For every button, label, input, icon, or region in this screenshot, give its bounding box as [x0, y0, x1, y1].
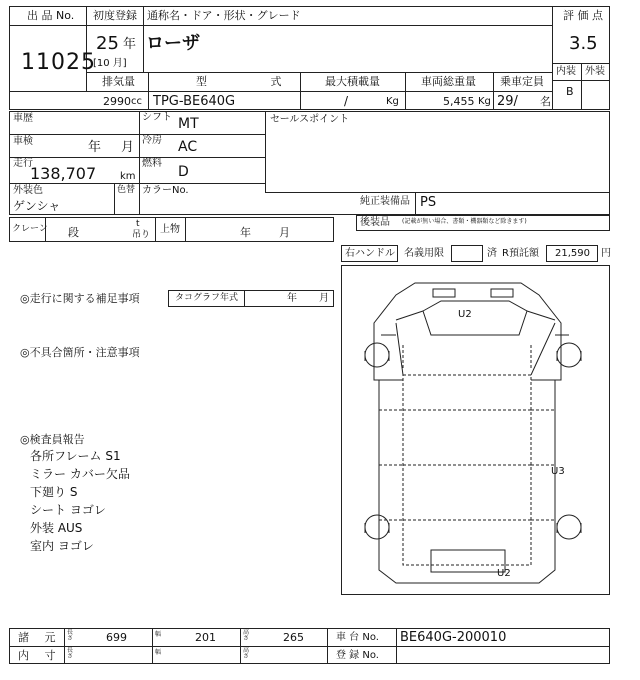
displacement-label: 排気量 — [102, 75, 135, 88]
recycle-amount: 21,590 — [555, 248, 590, 259]
inspection-year-unit: 年 — [88, 140, 102, 155]
wheel-rear-right — [557, 515, 581, 539]
roof-panel — [403, 375, 531, 565]
inspector-label: ◎検査員報告 — [20, 433, 85, 446]
footer-specs-label: 諸 元 — [18, 631, 62, 644]
inspector-line: 各所フレーム S1 — [30, 449, 121, 463]
tachograph-label: タコグラフ年式 — [175, 293, 239, 303]
length-value: 699 — [106, 631, 127, 644]
inspector-line: 外装 AUS — [30, 521, 83, 535]
rhd-label: 右ハンドル — [345, 248, 395, 259]
width-label: 幅 — [155, 631, 162, 638]
displacement-value: 2990 — [103, 95, 131, 108]
length-label: 長さ — [67, 629, 74, 642]
chassis-label: 車 台 No. — [336, 632, 379, 643]
max-load-value: / — [344, 94, 349, 108]
model-code: TPG-BE640G — [153, 94, 236, 109]
score: 3.5 — [569, 33, 598, 54]
yen-unit: 円 — [601, 248, 611, 259]
mileage-label: 走行 — [13, 158, 33, 169]
first-reg-month: [10 月] — [93, 58, 127, 69]
first-reg-year: 25 — [96, 33, 119, 54]
upper-year-unit: 年 — [240, 226, 251, 239]
driving-notes-label: ◎走行に関する補足事項 — [20, 292, 140, 305]
inspector-lines — [30, 447, 130, 555]
gross-weight-unit: Kg — [478, 96, 491, 107]
width-label-2: 幅 — [155, 649, 162, 656]
rear-window — [431, 550, 505, 572]
exterior-color-value: ゲンシャ — [13, 199, 61, 213]
height-label-2: 高さ — [243, 647, 250, 660]
recycle-label: R預託額 — [502, 248, 539, 259]
name-change-label: 名義用限 — [404, 248, 444, 259]
fuel-value: D — [178, 164, 189, 180]
height-label: 高さ — [243, 629, 250, 642]
interior-label: 内装 — [556, 66, 576, 77]
chassis-no: BE640G-200010 — [400, 630, 507, 645]
name-label: 通称名・ドア・形状・グレード — [147, 9, 301, 22]
exterior-color-label: 外装色 — [13, 185, 43, 196]
upper-month-unit: 月 — [279, 226, 290, 239]
damage-mark-side: U3 — [551, 466, 565, 477]
upper-label: 上物 — [160, 224, 180, 235]
height-value: 265 — [283, 631, 304, 644]
color-code-label: カラーNo. — [142, 185, 189, 196]
mileage-unit: km — [120, 171, 136, 182]
wheel-rear-left — [365, 515, 389, 539]
wheel-front-left — [365, 343, 389, 367]
inspector-line: シート ヨゴレ — [30, 503, 106, 517]
crane-ton-unit: t — [136, 219, 140, 229]
shift-value: MT — [178, 116, 199, 132]
car-name: ローザ — [146, 33, 200, 54]
inspector-line: ミラー カバー欠品 — [30, 467, 130, 481]
ac-value: AC — [178, 139, 198, 155]
lot-label: 出 品 No. — [27, 9, 75, 22]
sales-point-label: セールスポイント — [270, 114, 350, 125]
defects-label: ◎不具合箇所・注意事項 — [20, 346, 140, 359]
capacity-label: 乗車定員 — [500, 75, 544, 88]
footer-dims-label: 内 寸 — [18, 649, 62, 662]
inspector-line: 室内 ヨゴレ — [30, 539, 94, 553]
max-load-label: 最大積載量 — [325, 75, 380, 88]
gross-weight-label: 車両総重量 — [421, 75, 476, 88]
registration-label: 登 録 No. — [336, 650, 379, 661]
damage-mark-rear: U2 — [497, 568, 511, 579]
length-label-2: 長さ — [67, 647, 74, 660]
history-label: 車歴 — [13, 113, 33, 124]
capacity-value: 29/ — [497, 94, 518, 109]
retrofit-note: (記載が無い場合、書類・機器類など除きます) — [402, 218, 527, 225]
damage-mark-front: U2 — [458, 309, 472, 320]
color-no-label: 色替 — [117, 185, 136, 195]
lot-number: 11025 — [21, 50, 96, 75]
shift-label: シフト — [142, 112, 172, 123]
width-value: 201 — [195, 631, 216, 644]
capacity-unit: 名 — [540, 95, 551, 108]
score-label: 評 価 点 — [563, 9, 603, 22]
max-load-unit: Kg — [386, 96, 399, 107]
model-label: 型 式 — [196, 75, 312, 88]
crane-label: クレーン — [12, 224, 48, 234]
inspection-label: 車検 — [13, 136, 33, 147]
genuine-equip-value: PS — [420, 195, 437, 210]
exterior-label: 外装 — [585, 66, 605, 77]
year-unit: 年 — [123, 37, 137, 52]
gross-weight-value: 5,455 — [443, 95, 475, 108]
crane-hang-unit: 吊り — [132, 230, 151, 240]
tacho-year-unit: 年 — [287, 293, 297, 304]
name-change-box — [451, 245, 483, 262]
displacement-unit: cc — [131, 96, 142, 107]
windshield — [423, 301, 527, 335]
genuine-equip-label: 純正装備品 — [360, 196, 410, 207]
inspection-month-unit: 月 — [121, 140, 135, 155]
inspector-line: 下廻り S — [30, 485, 78, 499]
front-light-right — [491, 289, 513, 297]
ac-label: 冷房 — [142, 135, 162, 146]
crane-stage-unit: 段 — [68, 226, 79, 239]
bus-diagram — [341, 265, 610, 595]
tax-label: 済 — [487, 248, 497, 259]
retrofit-label: 後装品 — [360, 217, 390, 228]
fuel-label: 燃料 — [142, 158, 162, 169]
interior-grade: B — [566, 85, 574, 98]
mileage-value: 138,707 — [30, 164, 97, 183]
front-light-left — [433, 289, 455, 297]
bus-outline — [374, 283, 561, 583]
tacho-month-unit: 月 — [319, 293, 329, 304]
details-table — [9, 111, 610, 215]
first-reg-label: 初度登録 — [93, 9, 137, 22]
